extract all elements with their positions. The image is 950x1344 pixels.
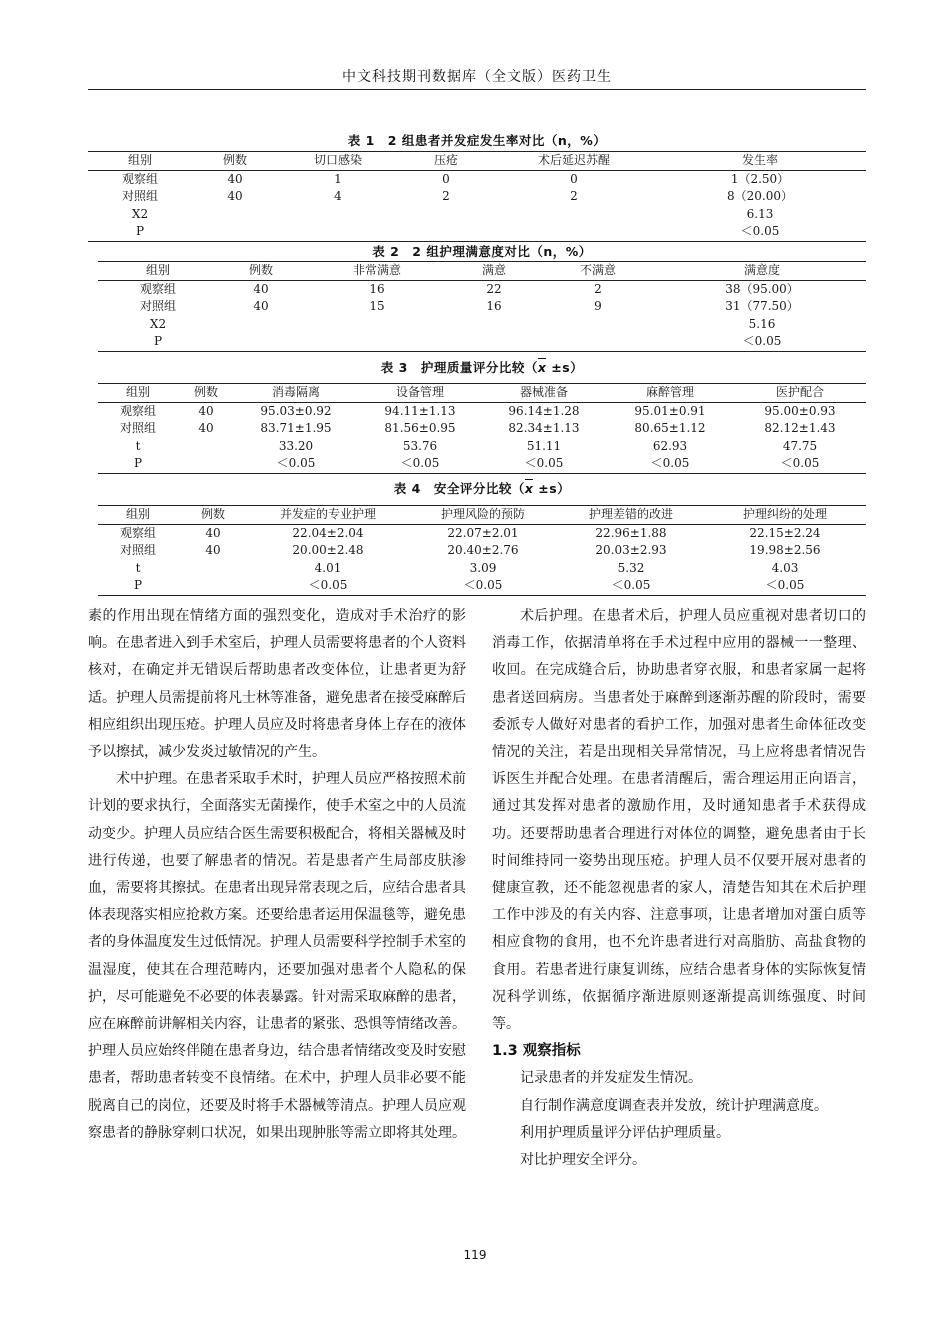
table-cell [304,333,450,351]
table-cell: X2 [131,206,149,221]
table-cell: ＜0.05 [704,577,866,595]
table4-header-row [98,506,866,525]
table-row [98,524,866,542]
table-cell: 53.76 [402,438,438,453]
table-cell: 对照组 [119,543,156,557]
table2-header-cell: 满意 [450,262,538,281]
table-cell: P [98,577,178,595]
table4-header-cell: 例数 [178,506,248,525]
table-cell: 22.15±2.24 [749,525,821,540]
table2-header-row [98,262,866,281]
table3-header-cell: 医护配合 [734,384,866,403]
table-cell: 2 [594,281,602,296]
table1-caption: 表 1 2 组患者并发症发生率对比（n，%） [347,133,607,148]
table-cell: 82.12±1.43 [764,421,836,435]
table-cell [278,206,398,224]
table2-header-cell: 满意度 [658,262,866,281]
table-cell: 62.93 [652,438,688,453]
table-cell [192,223,278,241]
table3-caption [98,357,866,376]
table-cell: 观察组 [119,525,156,540]
table-cell: 22.96±1.88 [595,525,667,540]
table-cell: 95.03±0.92 [260,403,332,418]
table-cell: 80.65±1.12 [634,421,706,435]
table1-header-row [88,152,866,171]
table-cell: 40 [198,403,214,418]
table-cell: t [135,560,141,575]
table3-header-cell: 组别 [98,384,178,403]
table-row [98,560,866,578]
table-cell: ＜0.05 [654,223,866,241]
table-cell: 3.09 [469,560,497,575]
table4-caption-prefix: 表 4 安全评分比较（ [393,481,525,496]
table3-caption-prefix: 表 3 护理质量评分比较（ [380,360,538,375]
table-cell: ＜0.05 [658,333,866,351]
table-cell [218,333,304,351]
table-cell: 4 [334,189,342,203]
table4-caption-suffix: ±s） [533,481,571,496]
table-cell: 40 [227,171,243,186]
list-item: 自行制作满意度调查表并发放，统计护理满意度。 [520,1097,828,1114]
table-cell: 40 [253,281,269,296]
page-number: 119 [463,1248,487,1262]
table-cell [538,316,658,334]
table-cell: 96.14±1.28 [508,403,580,418]
table3-caption-suffix: ±s） [546,360,584,375]
table-cell: ＜0.05 [234,455,358,473]
table3-header-cell: 例数 [178,384,234,403]
table-cell: 对照组 [139,299,176,313]
table-cell: 0 [570,171,578,186]
table-cell: 9 [594,299,602,313]
table-cell: 19.98±2.56 [749,543,821,557]
table-row [98,455,866,473]
table-cell: 4.01 [314,560,342,575]
table1-header-cell: 组别 [88,152,192,171]
table-cell: ＜0.05 [558,577,704,595]
list-item: 利用护理质量评分评估护理质量。 [520,1124,730,1141]
table-cell: 5.32 [617,560,645,575]
table-cell: 47.75 [782,438,818,453]
table-cell: 22 [486,281,502,296]
journal-header: 中文科技期刊数据库（全文版）医药卫生 [342,69,612,85]
table-row [98,420,866,438]
table-cell: 15 [369,299,385,313]
table-cell: 6.13 [746,206,774,221]
table-cell: 81.56±0.95 [384,421,456,435]
table3 [98,383,866,474]
table-cell [218,316,304,334]
table1-header-cell: 压疮 [398,152,494,171]
table-cell: 0 [442,171,450,186]
table-cell: ＜0.05 [482,455,606,473]
table3-header-cell: 器械准备 [482,384,606,403]
paragraph: 素的作用出现在情绪方面的强烈变化，造成对手术治疗的影响。在患者进入到手术室后，护理人员需要将患者的个人资料核对，在确定并无错误后帮助患者改变体位，让患者更为舒适。护理人员需提前将凡士林等准备，避免患者在接受麻醉后相应组织出现压疮。护理人员应及时将患者身体上存在的液体予以擦拭，减少发炎过敏情况的产生。 [88,608,466,761]
table-cell: ＜0.05 [358,455,482,473]
left-column [88,603,466,1147]
table-cell: 观察组 [121,171,158,186]
table-cell: 22.04±2.04 [292,525,364,540]
table-row [98,577,866,595]
table2-header-cell: 非常满意 [304,262,450,281]
table-cell [178,577,248,595]
table-cell: 31（77.50） [725,299,799,313]
table1-header-cell: 术后延迟苏醒 [494,152,654,171]
table1 [88,151,866,242]
table-cell [398,223,494,241]
header-rule [88,89,866,90]
table-cell [398,206,494,224]
table-cell: 82.34±1.13 [508,421,580,435]
table-cell: 51.11 [526,438,562,453]
table-cell [450,333,538,351]
table-cell: 40 [227,189,243,203]
section-heading: 1.3 观察指标 [492,1043,581,1060]
table-cell: ＜0.05 [248,577,408,595]
table-cell: 8（20.00） [727,189,793,203]
table3-header-cell: 消毒隔离 [234,384,358,403]
table-cell: P [98,333,218,351]
table-cell: 40 [205,543,221,557]
table-cell: 20.03±2.93 [595,543,667,557]
table-row [88,206,866,224]
table-cell: 1（2.50） [730,171,790,186]
table-cell: 对照组 [121,189,158,203]
table4-header-cell: 组别 [98,506,178,525]
table-cell: 1 [334,171,342,186]
table4-header-cell: 护理差错的改进 [558,506,704,525]
table-cell: 16 [369,281,385,296]
table-cell [178,455,234,473]
table-cell: 22.07±2.01 [447,525,519,540]
table-cell [178,438,234,456]
list-item: 记录患者的并发症发生情况。 [520,1070,702,1087]
table-cell: ＜0.05 [408,577,558,595]
mean-x-symbol: x [538,357,547,375]
table2 [98,261,866,352]
list-item: 对比护理安全评分。 [520,1152,646,1169]
table-row [98,438,866,456]
table4-header-cell: 护理风险的预防 [408,506,558,525]
table-cell: 16 [486,299,502,313]
table-row [88,188,866,206]
table3-header-row [98,384,866,403]
table1-header-cell: 切口感染 [278,152,398,171]
table-row [98,316,866,334]
table4-header-cell: 护理纠纷的处理 [704,506,866,525]
table2-caption: 表 2 2 组护理满意度对比（n，%） [372,244,592,259]
table-cell [278,223,398,241]
mean-x-symbol: x [525,478,534,496]
table-cell [538,333,658,351]
table3-header-cell: 麻醉管理 [606,384,734,403]
table-cell [304,316,450,334]
right-column [492,603,866,1174]
table-cell [192,206,278,224]
table-cell: 20.40±2.76 [447,543,519,557]
table2-header-cell: 不满意 [538,262,658,281]
table-cell: P [88,223,192,241]
table2-header-cell: 例数 [218,262,304,281]
table-cell: 5.16 [748,316,776,331]
table-row [98,542,866,560]
table-cell: 94.11±1.13 [384,403,456,418]
table-cell [494,223,654,241]
table-cell [178,560,248,578]
table4-header-cell: 并发症的专业护理 [248,506,408,525]
table-cell: 40 [205,525,221,540]
table-cell: t [135,438,141,453]
table-row [98,280,866,298]
table-cell: 38（95.00） [725,281,799,296]
table-cell [450,316,538,334]
table-cell: 40 [253,299,269,313]
table3-header-cell: 设备管理 [358,384,482,403]
table-cell: 2 [442,189,450,203]
table-row [98,333,866,351]
table-cell: X2 [149,316,167,331]
table-cell: 33.20 [278,438,314,453]
table-cell: 观察组 [139,281,176,296]
table4-caption [98,478,866,497]
table-cell: 95.00±0.93 [764,403,836,418]
table1-header-cell: 例数 [192,152,278,171]
table-cell: P [98,455,178,473]
table-cell: 4.03 [771,560,799,575]
table-row [88,170,866,188]
table-cell: 对照组 [119,421,156,435]
table4 [98,505,866,596]
table-cell: 20.00±2.48 [292,543,364,557]
table-cell: ＜0.05 [606,455,734,473]
table-cell: 2 [570,189,578,203]
table2-header-cell: 组别 [98,262,218,281]
table-cell: 40 [198,421,214,435]
table-cell: 95.01±0.91 [634,403,706,418]
table-cell: ＜0.05 [734,455,866,473]
table-cell [494,206,654,224]
table1-header-cell: 发生率 [654,152,866,171]
table-row [88,223,866,241]
paragraph: 术后护理。在患者术后，护理人员应重视对患者切口的消毒工作，依据清单将在手术过程中应用的器械一一整理、收回。在完成缝合后，协助患者穿衣服，和患者家属一起将患者送回病房。当患者处于麻醉到逐渐苏醒的阶段时，需要委派专人做好对患者的看护工作，加强对患者生命体征改变情况的关注，若是出现相关异常情况，马上应将患者情况告诉医生并配合处理。在患者清醒后，需合理运用正向语言，通过其发挥对患者的激励作用，及时通知患者手术获得成功。还要帮助患者合理进行对体位的调整，避免患者由于长时间维持同一姿势出现压疮。护理人员不仅要开展对患者的健康宣教，还不能忽视患者的家人，清楚告知其在术后护理工作中涉及的有关内容、注意事项，让患者增加对蛋白质等相应食物的食用，也不允许患者进行对高脂肪、高盐食物的食用。若患者进行康复训练，应结合患者身体的实际恢复情况科学训练，依据循序渐进原则逐渐提高训练强度、时间等。 [492,608,866,1033]
table-cell: 83.71±1.95 [260,421,332,435]
table-cell: 观察组 [119,403,156,418]
table-row [98,402,866,420]
paragraph: 术中护理。在患者采取手术时，护理人员应严格按照术前计划的要求执行，全面落实无菌操作，使手术室之中的人员流动变少。护理人员应结合医生需要积极配合，将相关器械及时进行传递，也要了解患者的情况。若是患者产生局部皮肤渗血，需要将其擦拭。在患者出现异常表现之后，应结合患者具体表现落实相应抢救方案。还要给患者运用保温毯等，避免患者的身体温度发生过低情况。护理人员需要科学控制手术室的温湿度，使其在合理范畴内，还要加强对患者个人隐私的保护，尽可能避免不必要的体表暴露。针对需采取麻醉的患者，应在麻醉前讲解相关内容，让患者的紧张、恐惧等情绪改善。护理人员应始终伴随在患者身边，结合患者情绪改变及时安慰患者，帮助患者转变不良情绪。在术中，护理人员非必要不能脱离自己的岗位，还要及时将手术器械等清点。护理人员应观察患者的静脉穿刺口状况，如果出现肿胀等需立即将其处理。 [88,771,466,1141]
table-row [98,298,866,316]
